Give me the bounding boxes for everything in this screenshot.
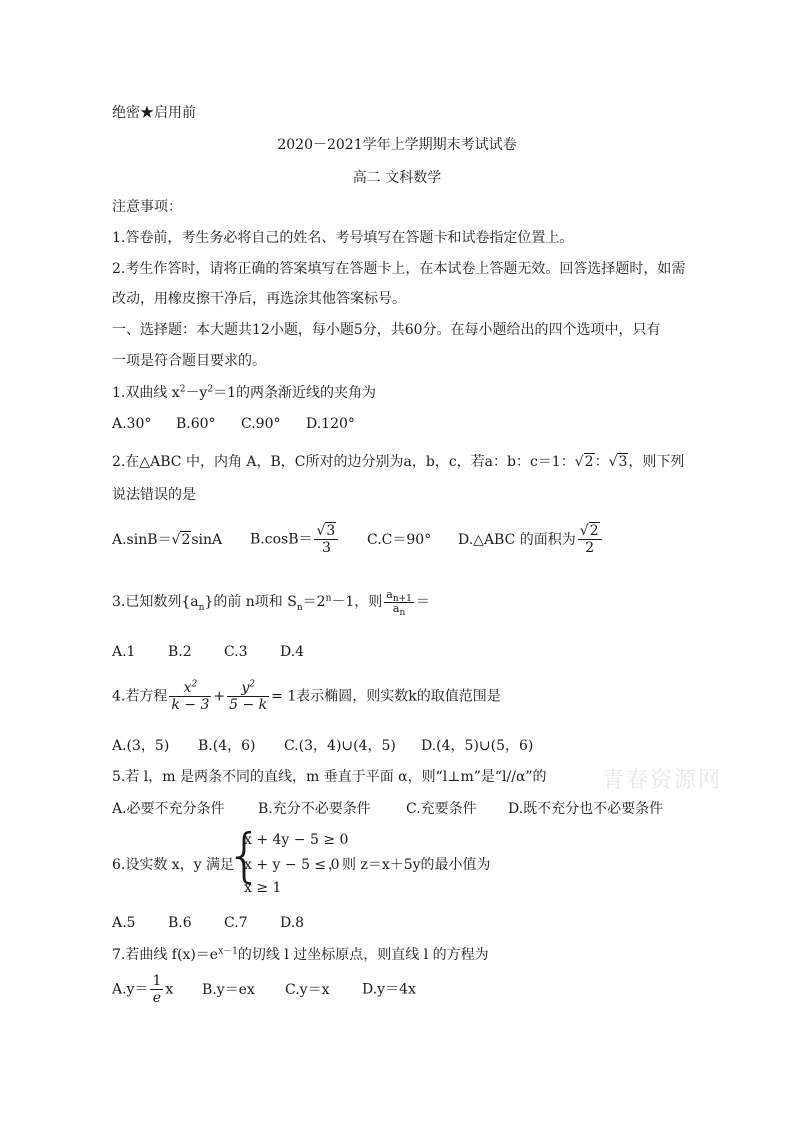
question-2-options bbox=[112, 523, 604, 556]
option-d: D.120° bbox=[306, 416, 355, 432]
option-c: C.7 bbox=[224, 915, 248, 931]
fraction: $\frac{a_{n+1}}{a_n}$ bbox=[386, 588, 412, 618]
option-b: B.充分不必要条件 bbox=[258, 801, 371, 817]
option-a: A.1 bbox=[112, 644, 136, 660]
note-item-2-line-2: 改动，用橡皮擦干净后，再选涂其他答案标号。 bbox=[112, 291, 406, 307]
question-5-stem: 5.若 l，m 是两条不同的直线，m 垂直于平面 α，则“l⊥m”是“l//α”的 bbox=[112, 769, 547, 785]
question-2-stem: 2.在△ABC 中，内角 A，B，C所对的边分别为a，b，c，若a：b：c＝1：√2：√3，则下列 bbox=[112, 454, 685, 470]
option-d: D.既不充分也不必要条件 bbox=[508, 801, 664, 817]
option-d: D.y＝4x bbox=[362, 981, 416, 998]
constraint-3: x ≥ 1 bbox=[244, 880, 282, 896]
notes-heading: 注意事项： bbox=[112, 199, 182, 215]
sqrt-2: √2 bbox=[574, 454, 594, 470]
constraint-2: x + y − 5 ≤ 0 bbox=[244, 857, 340, 873]
option-c: C.(3，4)∪(4，5) bbox=[284, 738, 396, 754]
option-b: B.6 bbox=[168, 915, 192, 931]
question-3-options bbox=[112, 645, 304, 659]
brace-icon: { bbox=[226, 821, 263, 889]
section-heading-line-2: 一项是符合题目要求的。 bbox=[112, 353, 266, 369]
fraction-x: $\frac{x^2}{k - 3}$ bbox=[171, 679, 210, 714]
option-b: B.cosB＝ $\frac{√3}{3}$ bbox=[250, 523, 367, 556]
fraction-y: $\frac{y^2}{5 - k}$ bbox=[229, 679, 268, 714]
option-a: A.必要不充分条件 bbox=[112, 801, 225, 817]
question-5-options bbox=[112, 802, 663, 816]
option-b: B.y＝ex bbox=[202, 981, 255, 998]
option-c: C.充要条件 bbox=[406, 801, 477, 817]
question-4-options bbox=[112, 739, 533, 753]
option-c: C.y＝x bbox=[285, 981, 330, 998]
option-c: C.90° bbox=[241, 416, 281, 432]
option-a: A.5 bbox=[112, 915, 136, 931]
option-a: A.(3，5) bbox=[112, 738, 170, 754]
exam-title: 2020－2021学年上学期期末考试试卷 bbox=[277, 137, 517, 153]
note-item-2-line-1: 2.考生作答时，请将正确的答案填写在答题卡上，在本试卷上答题无效。回答选择题时，如需 bbox=[112, 261, 686, 277]
option-a: A.y＝ $\frac{1}{e}$ x bbox=[112, 973, 174, 1007]
question-6-stem-post: ，则 z＝x＋5y的最小值为 bbox=[328, 857, 491, 873]
option-a: A.30° bbox=[112, 416, 152, 432]
question-3-stem: 3.已知数列$\{a_n\}$的前 n项和 $S_n=2^n-1$，则 $\frac{a_{n+1}}{a_n}$ ＝ bbox=[112, 588, 430, 618]
option-b: B.(4，6) bbox=[198, 738, 256, 754]
option-d: D.(4，5)∪(5，6) bbox=[421, 738, 534, 754]
option-d: D.8 bbox=[280, 915, 305, 931]
constraint-1: x + 4y − 5 ≥ 0 bbox=[244, 832, 349, 848]
confidential-label: 绝密★启用前 bbox=[112, 105, 196, 121]
option-c: C.3 bbox=[224, 644, 248, 660]
section-heading-line-1: 一、选择题：本大题共12小题，每小题5分，共60分。在每小题给出的四个选项中，只有 bbox=[112, 322, 661, 338]
question-1-options bbox=[112, 417, 355, 431]
option-a: A.sinB＝√2sinA bbox=[112, 531, 223, 548]
option-d: D.△ABC 的面积为 $\frac{√2}{2}$ bbox=[458, 532, 604, 548]
question-7-options bbox=[112, 973, 416, 1006]
question-4-stem: 4.若方程 $\frac{x^2}{k - 3}$ + $\frac{y^2}{5 - k}$ = 1表示椭圆，则实数k的取值范围是 bbox=[112, 679, 501, 714]
note-item-1: 1.答卷前，考生务必将自己的姓名、考号填写在答题卡和试卷指定位置上。 bbox=[112, 230, 574, 246]
question-6-options bbox=[112, 916, 304, 930]
exam-subtitle: 高二 文科数学 bbox=[352, 170, 442, 186]
option-b: B.60° bbox=[176, 416, 216, 432]
option-b: B.2 bbox=[168, 644, 192, 660]
question-6-stem-pre: 6.设实数 x，y 满足 bbox=[112, 857, 235, 873]
option-d: D.4 bbox=[280, 644, 305, 660]
watermark: 青春资源网 bbox=[602, 768, 723, 793]
question-7-stem: 7.若曲线 $f(x)=e^{x-1}$的切线 l 过坐标原点，则直线 l 的方程为 bbox=[112, 946, 489, 963]
option-c: C.C＝90° bbox=[367, 531, 432, 548]
sqrt-3: √3 bbox=[608, 454, 628, 470]
question-1-stem: 1.双曲线 $x^2-y^2=1$的两条渐近线的夹角为 bbox=[112, 384, 377, 401]
question-2-stem-line-2: 说法错误的是 bbox=[112, 487, 196, 503]
